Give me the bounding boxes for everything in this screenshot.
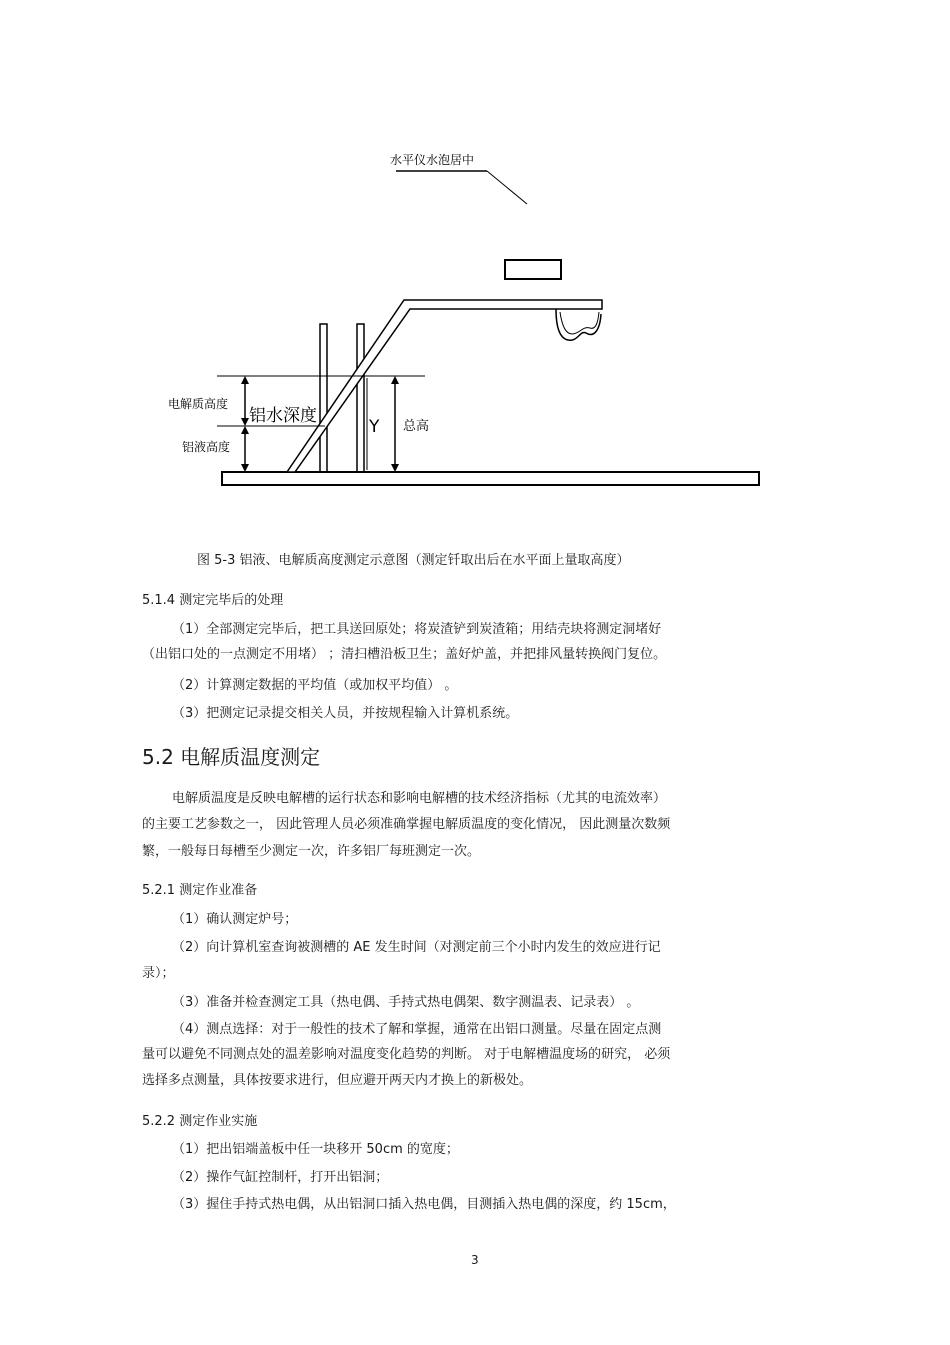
level-box: [505, 260, 561, 279]
paragraph-5-2-1-4a: （4）测点选择：对于一般性的技术了解和掌握，通常在出铝口测量。尽量在固定点测: [172, 1022, 662, 1037]
paragraph-5-2-a: 电解质温度是反映电解槽的运行状态和影响电解槽的技术经济指标（尤其的电流效率）: [172, 791, 667, 806]
bent-rod: [287, 300, 602, 472]
section-heading-5-2: 5.2 电解质温度测定: [142, 745, 321, 769]
section-heading-5-1-4: 5.1.4 测定完毕后的处理: [142, 593, 284, 608]
paragraph-5-1-4-2: （2）计算测定数据的平均值（或加权平均值） 。: [172, 678, 458, 693]
paragraph-5-1-4-1b: （出铝口处的一点测定不用堵） ；清扫槽沿板卫生；盖好炉盖，并把排风量转换阀门复位。: [142, 647, 667, 662]
al-liquid-height-label: 铝液高度: [182, 440, 231, 454]
paragraph-5-1-4-1a: （1）全部测定完毕后，把工具送回原处；将炭渣铲到炭渣箱；用结壳块将测定洞堵好: [172, 622, 662, 637]
total-height-arrow: [391, 376, 399, 472]
page-number: 3: [471, 1253, 479, 1267]
section-heading-5-2-2: 5.2.2 测定作业实施: [142, 1114, 258, 1129]
y-label: Y: [369, 417, 380, 437]
paragraph-5-2-1-2a: （2）向计算机室查询被测槽的 AE 发生时间（对测定前三个小时内发生的效应进行记: [172, 940, 661, 955]
paragraph-5-2-c: 繁，一般每日每槽至少测定一次，许多铝厂每班测定一次。: [142, 844, 481, 859]
base-plate: [222, 472, 759, 485]
paragraph-5-2-1-2b: 录）；: [142, 966, 175, 981]
paragraph-5-2-1-4c: 选择多点测量，具体按要求进行，但应避开两天内才换上的新极处。: [142, 1073, 533, 1088]
al-water-depth-label: 铝水深度: [249, 406, 317, 426]
electrolyte-height-label: 电解质高度: [168, 397, 229, 411]
vertical-rod-left: [320, 324, 327, 472]
bubble-label: 水平仪水泡居中: [390, 153, 475, 167]
vertical-rod-right: [357, 324, 364, 472]
paragraph-5-2-2-2: （2）操作气缸控制杆，打开出铝洞；: [172, 1170, 389, 1185]
left-dimension-arrows: [241, 376, 249, 472]
paragraph-5-2-2-3: （3）握住手持式热电偶，从出铝洞口插入热电偶，目测插入热电偶的深度，约 15cm，: [172, 1197, 676, 1212]
paragraph-5-1-4-3: （3）把测定记录提交相关人员，并按规程输入计算机系统。: [172, 706, 519, 721]
paragraph-5-2-1-3: （3）准备并检查测定工具（热电偶、手持式热电偶架、数字测温表、记录表） 。: [172, 995, 640, 1010]
paragraph-5-2-1-1: （1）确认测定炉号；: [172, 912, 298, 927]
paragraph-5-2-2-1: （1）把出铝端盖板中任一块移开 50cm 的宽度；: [172, 1142, 459, 1157]
measurement-diagram: [0, 0, 950, 500]
section-heading-5-2-1: 5.2.1 测定作业准备: [142, 883, 258, 898]
bubble-leader-line: [487, 171, 527, 204]
total-height-label: 总高: [403, 419, 430, 434]
figure-caption: 图 5-3 铝液、电解质高度测定示意图（测定钎取出后在水平面上量取高度）: [197, 553, 630, 568]
paragraph-5-2-1-4b: 量可以避免不同测点处的温差影响对温度变化趋势的判断。 对于电解槽温度场的研究， 必须: [142, 1047, 671, 1062]
paragraph-5-2-b: 的主要工艺参数之一， 因此管理人员必须准确掌握电解质温度的变化情况， 因此测量次数频: [142, 817, 671, 832]
